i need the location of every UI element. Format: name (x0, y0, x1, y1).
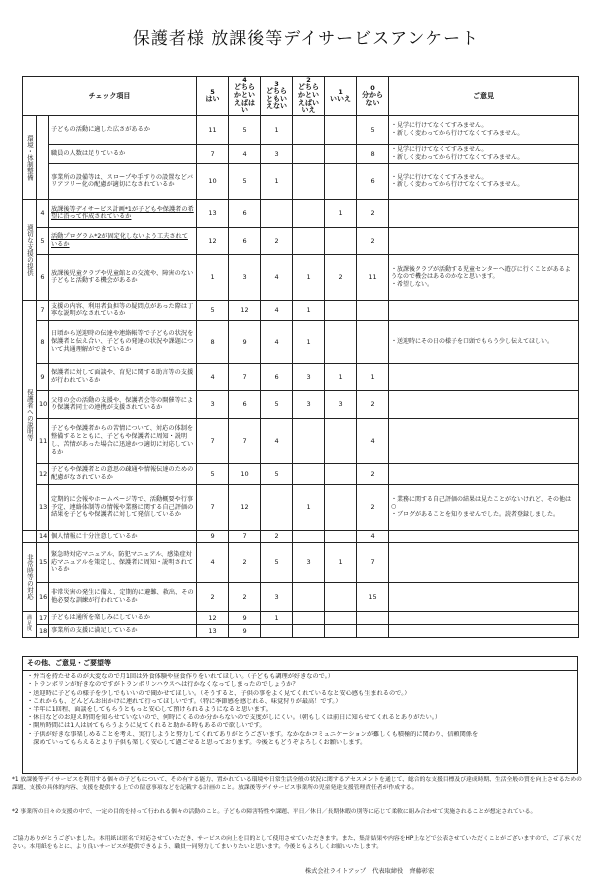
row-value-3: 6 (261, 363, 293, 390)
row-value-3: 4 (261, 300, 293, 320)
row-value-2 (293, 582, 325, 611)
row-value-3: 5 (261, 390, 293, 418)
row-opinion: ・見学に行けてなくてすみません。 ・新しく変わってから行けてなくてすみません。 (389, 144, 579, 163)
row-value-1 (325, 611, 357, 624)
row-value-4: 9 (229, 624, 261, 637)
row-value-1: 1 (325, 199, 357, 227)
row-value-1 (325, 144, 357, 163)
table-row (23, 418, 579, 463)
category-env: 環境・体制整備 (23, 115, 37, 199)
row-value-5: 10 (197, 163, 229, 199)
row-value-2: 3 (293, 390, 325, 418)
row-opinion (389, 300, 579, 320)
row-value-0 (357, 300, 389, 320)
table-row (23, 227, 579, 254)
row-value-1: 3 (325, 390, 357, 418)
row-number: 10 (37, 390, 49, 418)
row-value-5: 5 (197, 463, 229, 484)
row-opinion (389, 390, 579, 418)
row-number: 14 (37, 530, 49, 542)
row-value-2 (293, 227, 325, 254)
row-value-3 (261, 624, 293, 637)
row-value-3: 1 (261, 163, 293, 199)
row-value-4: 2 (229, 582, 261, 611)
row-value-2 (293, 418, 325, 463)
row-value-3: 2 (261, 227, 293, 254)
row-value-0: 2 (357, 227, 389, 254)
row-value-3 (261, 484, 293, 530)
row-value-5: 12 (197, 227, 229, 254)
row-question: 活動プログラム*2が固定化しないよう工夫されているか (49, 227, 197, 254)
category-blank (23, 530, 37, 542)
row-value-0 (357, 611, 389, 624)
table-row (23, 115, 579, 144)
row-value-2 (293, 163, 325, 199)
row-value-0: 5 (357, 115, 389, 144)
row-number: 11 (37, 418, 49, 463)
row-question: 支援の内容、利用者負担等の疑問点があった際は丁寧な説明がなされているか (49, 300, 197, 320)
comment-item: ・開所時間には1人は居てもらうように見てくれると助かる時もあるので欲しいです。 (27, 722, 266, 730)
row-value-1 (325, 227, 357, 254)
survey-table (22, 76, 579, 638)
row-value-3: 2 (261, 530, 293, 542)
row-question: 子どもの活動に適した広さがあるか (49, 115, 197, 144)
table-row (23, 163, 579, 199)
row-opinion (389, 418, 579, 463)
row-value-4: 7 (229, 530, 261, 542)
row-number: 16 (37, 582, 49, 611)
row-value-1 (325, 624, 357, 637)
row-value-4: 6 (229, 227, 261, 254)
row-value-4: 4 (229, 144, 261, 163)
row-number: 17 (37, 611, 49, 624)
row-value-3: 1 (261, 611, 293, 624)
row-value-0: 11 (357, 254, 389, 300)
row-value-5: 2 (197, 582, 229, 611)
row-value-4: 6 (229, 199, 261, 227)
row-value-5: 7 (197, 484, 229, 530)
header-col-1: 1 いいえ (325, 77, 357, 116)
header-col-2: 2 どちらかといえばいいえ (293, 77, 325, 116)
row-value-2 (293, 115, 325, 144)
row-value-1 (325, 463, 357, 484)
row-value-0: 2 (357, 484, 389, 530)
row-question: 子どもや保護者からの苦情について、対応の体制を整備するとともに、子どもや保護者に周知・説明し、苦情があった場合に迅速かつ適切に対応しているか (49, 418, 197, 463)
category-emergency: 非常時等の対応 (23, 542, 37, 611)
row-value-3: 5 (261, 542, 293, 582)
table-row (23, 484, 579, 530)
row-question: 放課後等デイサービス計画*1が子どもや保護者の希望に沿って作成されているか (49, 199, 197, 227)
row-value-3 (261, 199, 293, 227)
row-value-2: 1 (293, 300, 325, 320)
row-question: 職員の人数は足りているか (49, 144, 197, 163)
row-value-2: 3 (293, 363, 325, 390)
comment-item: ・半年に1回程、面談をしてもらうともっと安心して預けられるようになると思います。 (27, 705, 272, 713)
row-value-1: 2 (325, 254, 357, 300)
row-value-2: 1 (293, 484, 325, 530)
category-satisfaction: 満足度 (23, 611, 37, 637)
row-value-3: 4 (261, 320, 293, 363)
header-col-5: 5 はい (197, 77, 229, 116)
row-value-5: 13 (197, 199, 229, 227)
row-value-1 (325, 163, 357, 199)
row-value-3: 4 (261, 418, 293, 463)
row-question: 放課後児童クラブや児童館との交流や、障害のない子どもと活動する機会があるか (49, 254, 197, 300)
category-support: 適切な支援の提供 (23, 199, 37, 300)
row-value-1 (325, 300, 357, 320)
row-value-1 (325, 320, 357, 363)
row-value-5: 1 (197, 254, 229, 300)
row-value-3: 3 (261, 144, 293, 163)
table-row (23, 542, 579, 582)
row-value-3: 4 (261, 254, 293, 300)
row-question: 子どもや保護者との意思の疎通や情報伝達のための配慮がなされているか (49, 463, 197, 484)
row-value-0: 2 (357, 390, 389, 418)
row-value-4: 7 (229, 418, 261, 463)
table-row (23, 254, 579, 300)
row-value-0: 6 (357, 163, 389, 199)
row-value-2 (293, 199, 325, 227)
row-opinion (389, 463, 579, 484)
table-row (23, 300, 579, 320)
row-value-2: 1 (293, 254, 325, 300)
table-row (23, 611, 579, 624)
row-value-4: 9 (229, 611, 261, 624)
row-opinion (389, 363, 579, 390)
row-value-5: 7 (197, 418, 229, 463)
row-question: 非常災害の発生に備え、定期的に避難、救出、その他必要な訓練が行われているか (49, 582, 197, 611)
row-value-2: 1 (293, 320, 325, 363)
header-col-3: 3 どちらともいえない (261, 77, 293, 116)
row-value-5: 4 (197, 363, 229, 390)
comment-item: ・子供が好きな事楽しめることを考え、実行しようと努力してくれてありがとうございます。なかなかコミュニケーションが難しくも積極的に関わり、信頼関係を (27, 730, 479, 738)
row-opinion: ・見学に行けてなくてすみません。 ・新しく変わってから行けてなくてすみません。 (389, 163, 579, 199)
table-row (23, 582, 579, 611)
row-question: 父母の会の活動の支援や、保護者会等の開催等により保護者同士の連携が支援されているか (49, 390, 197, 418)
comment-item: ・これからも、どんどんお出かけに連れて行ってほしいです。（特に季節感を感じれる、味覚狩りが最高！です。） (27, 697, 342, 705)
table-row (23, 463, 579, 484)
row-value-5: 4 (197, 542, 229, 582)
header-col-4: 4 どちらかといえばはい (229, 77, 261, 116)
row-value-5: 9 (197, 530, 229, 542)
row-opinion: ・放課後クラブが活動する児童センターへ遊びに行くことがあるようなので機会はあるのかなと思います。 ・希望しない。 (389, 254, 579, 300)
row-value-0: 2 (357, 463, 389, 484)
row-value-5: 11 (197, 115, 229, 144)
row-value-4: 9 (229, 320, 261, 363)
row-opinion (389, 624, 579, 637)
row-question: 事業所の設備等は、スロープや手すりの設置などバリアフリー化の配慮が適切になされているか (49, 163, 197, 199)
row-value-1: 1 (325, 542, 357, 582)
row-value-1 (325, 530, 357, 542)
row-value-0 (357, 320, 389, 363)
row-value-0: 1 (357, 363, 389, 390)
row-value-4: 5 (229, 163, 261, 199)
table-row (23, 530, 579, 542)
row-question: 定期的に会報やホームページ等で、活動概要や行事予定、連絡体制等の情報や業務に関する自己評価の結果を子どもや保護者に対して発信しているか (49, 484, 197, 530)
table-row (23, 390, 579, 418)
footnote-2: *2 事業所の日々の支援の中で、一定の目的を持って行われる個々の活動のこと。子どもの障害特性や課題、平日／休日／長期休暇の別等に応じて柔軟に組み合わせて実施されることが想定されている。 (12, 809, 537, 815)
closing-message: ご協力ありがとうございました。本用紙は匿名で対応させていただき、サービスの向上を目的として使用させていただきます。また、集計結果や内容をHP上などで公表させていただくことがございますので、ご了承ください。本用紙をもとに、より良いサービスが提供できるよう、職員一同努力してまいりたいと思います。今後ともよろしくお願いいたします。 (12, 836, 582, 850)
table-row (23, 144, 579, 163)
row-question: 個人情報に十分注意しているか (49, 530, 197, 542)
row-value-0: 4 (357, 530, 389, 542)
category-spacer (37, 115, 49, 199)
comment-item: ・送迎時に子どもの様子を少しでもいいので聞かせてほしい。（そうすると、子供の事をよく見てくれているなと安心感も生まれるので。） (27, 689, 411, 697)
row-opinion (389, 530, 579, 542)
row-question: 子どもは通所を楽しみにしているか (49, 611, 197, 624)
row-value-4: 12 (229, 300, 261, 320)
comment-item: ・弁当を持たせるのが大変なので月1回は外食体験や昼食作りをいれてほしい。（子どもも調理が好きなので。） (27, 673, 334, 681)
row-value-0: 4 (357, 418, 389, 463)
row-value-5: 12 (197, 611, 229, 624)
category-parents: 保護者への説明等 (23, 300, 37, 530)
row-value-0 (357, 624, 389, 637)
row-value-1 (325, 115, 357, 144)
table-row (23, 199, 579, 227)
row-value-5: 13 (197, 624, 229, 637)
comments-section (22, 656, 578, 774)
table-row (23, 320, 579, 363)
row-value-2 (293, 530, 325, 542)
row-number: 5 (37, 227, 49, 254)
row-opinion: ・業務に関する自己評価の結果は見たことがないけれど、その他は○ ・ブログがあることを知りませんでした。読者登録しました。 (389, 484, 579, 530)
footnote-1: *1 放課後等デイサービスを利用する個々の子どもについて、その有する能力、置かれている環境や日常生活全般の状況に関するアセスメントを通じて、総合的な支援目標及び達成時期、生活全般の質を向上させるための課題、支援の具体的内容、支援を提供する上での留意事項などを記載する計画のこと。放課後等デイサービス事業所の児童発達支援管理責任者が作成する。 (12, 777, 582, 791)
row-value-0: 15 (357, 582, 389, 611)
row-opinion (389, 542, 579, 582)
row-value-0: 2 (357, 199, 389, 227)
row-question: 保護者に対して面談や、育児に関する助言等の支援が行われているか (49, 363, 197, 390)
row-number: 12 (37, 463, 49, 484)
row-value-1 (325, 418, 357, 463)
table-row (23, 624, 579, 637)
row-number: 13 (37, 484, 49, 530)
header-opinion: ご意見 (389, 77, 579, 116)
comments-list (23, 671, 577, 749)
row-value-5: 5 (197, 300, 229, 320)
row-number: 4 (37, 199, 49, 227)
row-opinion (389, 611, 579, 624)
page-title: 保護者様 放課後等デイサービスアンケート (132, 29, 480, 49)
row-value-4: 5 (229, 115, 261, 144)
comment-item: ・トランポリンが好きなのですがトランポリンハウスへは行かなくなってしまったのでしょうか？ (27, 681, 299, 689)
row-opinion: ・送迎時にその日の様子を口頭でもらう少し伝えてほしい。 (389, 320, 579, 363)
row-number: 7 (37, 300, 49, 320)
comment-item: ・休日などのお迎え時間を知らせていないので、何時にくるのか分からないので支度がしにくい。（朝もしくは前日に知らせてくれるとありがたい。） (27, 714, 442, 722)
row-value-2: 3 (293, 542, 325, 582)
comment-item: 深めていってもらえるとより子供も楽しく安心して過ごせると思っております。今後ともどうぞよろしくお願いします。 (27, 738, 367, 746)
row-number: 8 (37, 320, 49, 363)
row-value-4: 3 (229, 254, 261, 300)
row-opinion: ・見学に行けてなくてすみません。 ・新しく変わってから行けてなくてすみません。 (389, 115, 579, 144)
row-value-3: 1 (261, 115, 293, 144)
row-value-2 (293, 624, 325, 637)
row-value-4: 2 (229, 542, 261, 582)
row-value-5: 8 (197, 320, 229, 363)
row-opinion (389, 227, 579, 254)
row-question: 日頃から送迎時の伝達や連絡帳等で子どもの状況を保護者と伝え合い、子どもの発達の状況や課題について共通理解ができているか (49, 320, 197, 363)
row-number: 15 (37, 542, 49, 582)
row-value-1 (325, 582, 357, 611)
row-value-4: 10 (229, 463, 261, 484)
row-question: 事業所の支援に満足しているか (49, 624, 197, 637)
row-number: 18 (37, 624, 49, 637)
comments-title: その他、ご意見・ご要望等 (23, 657, 577, 671)
header-check-item: チェック項目 (23, 77, 197, 116)
row-question: 緊急時対応マニュアル、防犯マニュアル、感染症対応マニュアルを策定し、保護者に周知・説明されているか (49, 542, 197, 582)
row-opinion (389, 199, 579, 227)
row-value-2 (293, 611, 325, 624)
row-number: 6 (37, 254, 49, 300)
row-value-2 (293, 144, 325, 163)
row-opinion (389, 582, 579, 611)
row-value-1: 1 (325, 363, 357, 390)
row-value-3: 5 (261, 463, 293, 484)
row-value-4: 7 (229, 363, 261, 390)
company-signature: 株式会社ライトアップ 代表取締役 齊藤彰宏 (305, 868, 435, 875)
header-col-0: 0 分からない (357, 77, 389, 116)
row-number: 9 (37, 363, 49, 390)
row-value-5: 7 (197, 144, 229, 163)
row-value-0: 7 (357, 542, 389, 582)
row-value-0: 8 (357, 144, 389, 163)
row-value-4: 6 (229, 390, 261, 418)
row-value-3: 3 (261, 582, 293, 611)
row-value-2 (293, 463, 325, 484)
row-value-4: 12 (229, 484, 261, 530)
row-value-5: 3 (197, 390, 229, 418)
row-value-1 (325, 484, 357, 530)
table-row (23, 363, 579, 390)
